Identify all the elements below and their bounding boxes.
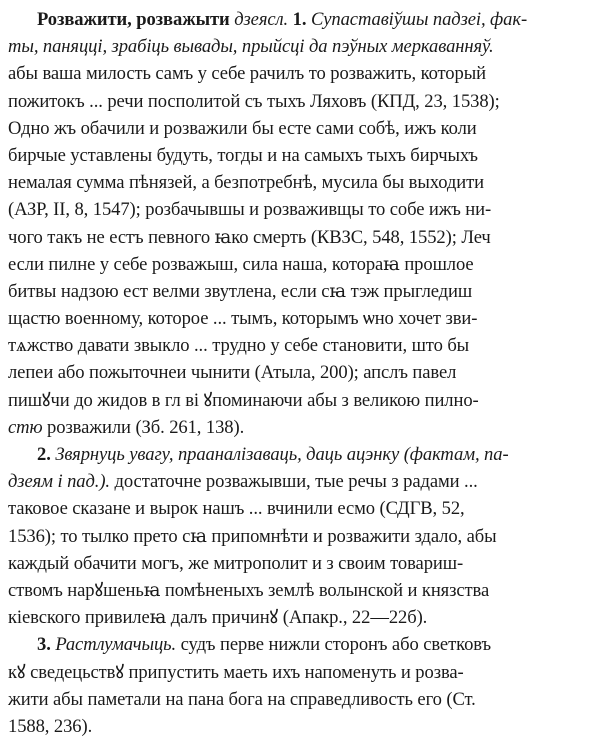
sense-1-text-line: пишꙋчи до жидов в гл ві ꙋпоминаючи абы з великою пилно- xyxy=(8,389,479,411)
sense-1-text-line: тѧжство давати звыкло ... трудно у себе становити, што бы xyxy=(8,335,470,357)
sense-1-text-line: Одно жъ обачили и розважили бы есте сами собѣ, ижъ коли xyxy=(8,117,477,139)
sense-1-text-line: если пилне у себе розважыш, сила наша, котораꙗ прошлое xyxy=(8,253,474,275)
grammar-label: дзеясл. xyxy=(234,9,289,30)
sense-3-header-line xyxy=(8,631,594,658)
sense-1-text-line: бирчые уставлены будуть, тогды и на самыхъ тыхъ бирчыхъ xyxy=(8,144,478,166)
sense-1-last-line-b: розважили (Зб. 261, 138). xyxy=(42,416,245,438)
sense-1-number: 1. xyxy=(292,9,307,30)
sense-3-text-line: 1588, 236). xyxy=(8,715,93,737)
sense-2-definition-a: Звярнуць увагу, прааналізаваць, даць ацэнку (фактам, па- xyxy=(55,444,509,465)
sense-3-number: 3. xyxy=(37,634,51,656)
sense-3-text-line: жити абы паметали на пана бога на справедливость его (Ст. xyxy=(8,688,476,710)
sense-1-last-line xyxy=(8,414,594,441)
sense-1-text-line: немалая сумма пѣнязей, а безпотребнѣ, мусила бы выходити xyxy=(8,172,484,194)
sense-2-text-line: ствомъ нарꙋшеньꙗ помѣненыхъ землѣ волынской и князства xyxy=(8,579,490,601)
sense-1-definition-a: Супаставіўшы падзеі, фак- xyxy=(310,9,528,30)
sense-1-text-line: битвы надзою ест велми звутлена, если сꙗ тэж прыгледиш xyxy=(8,280,473,302)
sense-3-text-line: кꙋ сведецьствꙋ припустить маеть ихъ напоменуть и розва- xyxy=(8,661,464,683)
sense-1-text-line: пожитокъ ... речи посполитой съ тыхъ Ляховъ (КПД, 23, 1538); xyxy=(8,90,500,112)
headword: Розважити, розважыти xyxy=(37,9,230,30)
sense-2-text-line: кіевского привилеꙗ далъ причинꙋ (Апакр., 22—22б). xyxy=(8,607,428,629)
entry-header-line xyxy=(8,6,594,33)
sense-2-text-line: 1536); то тылко прето сꙗ припомнѣти и розважити здало, абы xyxy=(8,525,497,547)
sense-1-definition-b: ты, паняцці, зрабіць вывады, прыйсці да пэўных меркаванняў. xyxy=(8,36,494,58)
sense-2-first-text: достаточне розважывши, тые речы з радами ... xyxy=(109,471,478,493)
sense-3-definition: Растлумачыць. xyxy=(55,634,177,656)
sense-1-text-line: чого такъ не естъ певного ꙗко смерть (КВЗС, 548, 1552); Леч xyxy=(8,226,491,248)
sense-1-text-line: щастю военному, которое ... тымъ, которымъ ѡно хочет зви- xyxy=(8,308,478,330)
sense-2-number: 2. xyxy=(37,444,51,465)
sense-2-header-line xyxy=(8,441,594,468)
sense-1-last-line-a: стю xyxy=(8,416,43,438)
sense-2-text-line: каждый обачити могъ, же митрополит и з своим товариш- xyxy=(8,552,464,574)
sense-2-second-line xyxy=(8,468,594,495)
sense-2-definition-b: дзеям і пад.). xyxy=(8,471,110,493)
sense-1-text-line: (АЗР, II, 8, 1547); розбачывшы и розваживщы то собе ижъ ни- xyxy=(8,199,492,221)
sense-2-text-line: таковое сказане и вырок нашъ ... вчинили есмо (СДГВ, 52, xyxy=(8,498,465,520)
sense-1-text-line: лепеи або пожыточнеи чынити (Атыла, 200); апслъ павел xyxy=(8,362,457,384)
sense-1-text-line: абы ваша милость самъ у себе рачилъ то розважить, который xyxy=(8,63,486,85)
sense-3-first-text: судъ перве нижли сторонъ або светковъ xyxy=(176,634,492,656)
